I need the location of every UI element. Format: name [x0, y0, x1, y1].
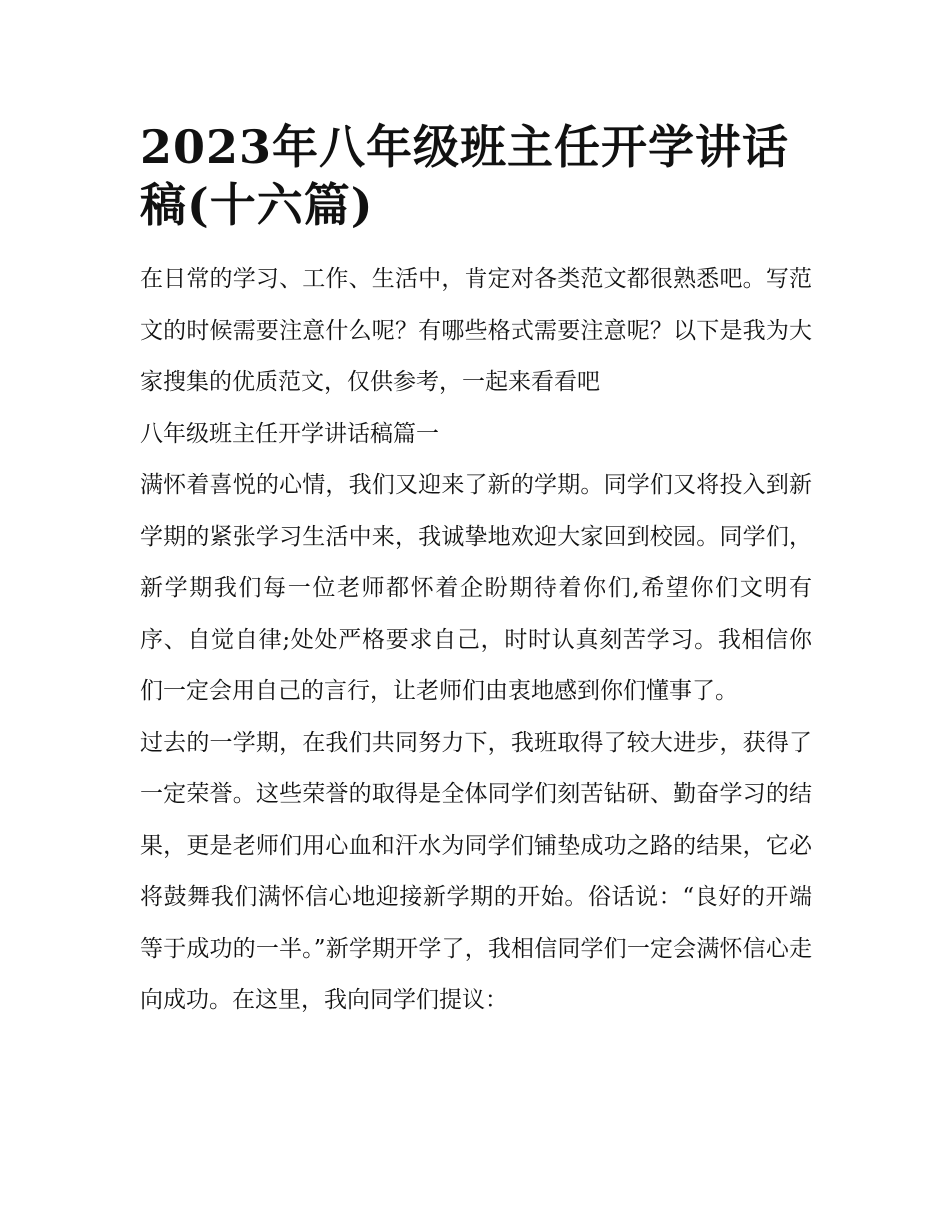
intro-paragraph: 在日常的学习、工作、生活中，肯定对各类范文都很熟悉吧。写范文的时候需要注意什么呢？有哪些格式需要注意呢？以下是我为大家搜集的优质范文，仅供参考，一起来看看吧: [140, 266, 812, 395]
document-page: [140, 118, 812, 1027]
body-paragraph-2: 过去的一学期，在我们共同努力下，我班取得了较大进步，获得了一定荣誉。这些荣誉的取得是全体同学们刻苦钻研、勤奋学习的结果，更是老师们用心血和汗水为同学们铺垫成功之路的结果，它必将鼓舞我们满怀信心地迎接新学期的开始。俗话说：“良好的开端等于成功的一半。”新学期开学了，我相信同学们一定会满怀信心走向成功。在这里，我向同学们提议：: [140, 729, 812, 1013]
body-paragraph-1: 满怀着喜悦的心情，我们又迎来了新的学期。同学们又将投入到新学期的紧张学习生活中来，我诚挚地欢迎大家回到校园。同学们，新学期我们每一位老师都怀着企盼期待着你们,希望你们文明有序、自觉自律;处处严格要求自己，时时认真刻苦学习。我相信你们一定会用自己的言行，让老师们由衷地感到你们懂事了。: [140, 472, 812, 704]
document-title: 2023年八年级班主任开学讲话稿(十六篇): [140, 120, 790, 232]
section-heading: 八年级班主任开学讲话稿篇一: [140, 420, 439, 447]
